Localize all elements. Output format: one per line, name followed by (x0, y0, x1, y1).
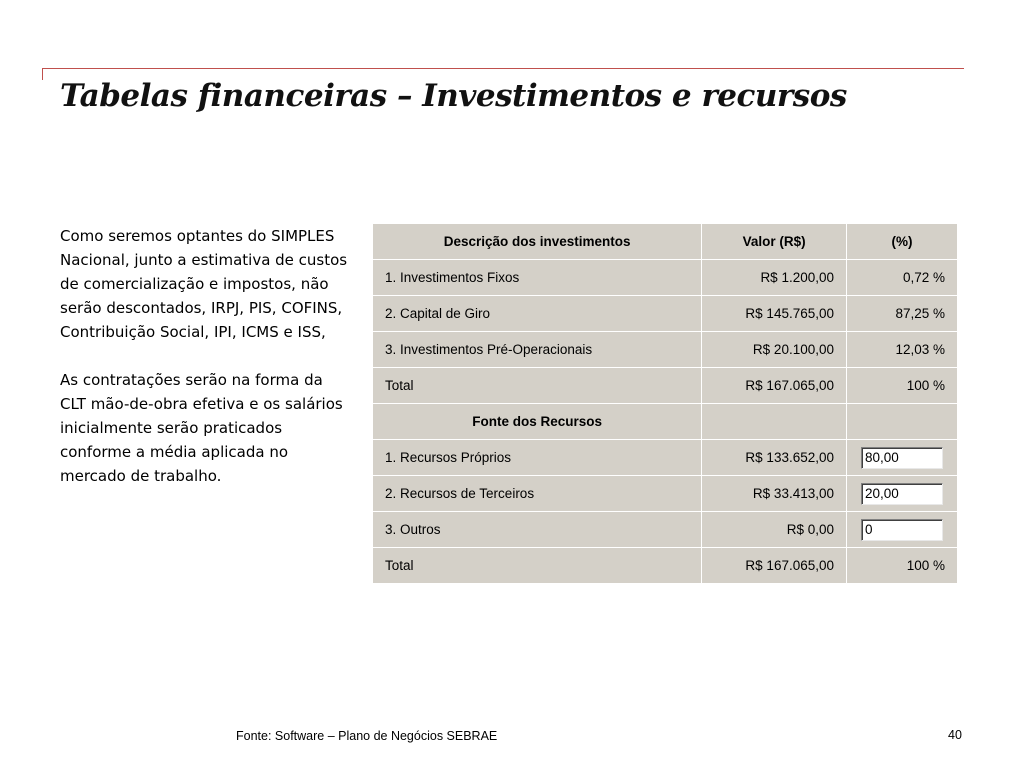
table-row (373, 332, 958, 368)
investments-total-row (373, 368, 958, 404)
sources-header-row (373, 404, 958, 440)
row-value: R$ 1.200,00 (702, 260, 847, 296)
total-value: R$ 167.065,00 (702, 548, 847, 584)
total-label: Total (373, 368, 702, 404)
total-percent: 100 % (847, 368, 958, 404)
top-rule (42, 68, 964, 69)
row-value: R$ 145.765,00 (702, 296, 847, 332)
source-percent-cell (847, 512, 958, 548)
header-percent: (%) (847, 224, 958, 260)
sources-header-percent-empty (847, 404, 958, 440)
row-percent: 0,72 % (847, 260, 958, 296)
total-label: Total (373, 548, 702, 584)
header-description: Descrição dos investimentos (373, 224, 702, 260)
source-label: 2. Recursos de Terceiros (373, 476, 702, 512)
total-percent: 100 % (847, 548, 958, 584)
table-row (373, 260, 958, 296)
row-label: 1. Investimentos Fixos (373, 260, 702, 296)
recursos-proprios-percent-input[interactable] (861, 447, 943, 469)
row-value: R$ 20.100,00 (702, 332, 847, 368)
header-value: Valor (R$) (702, 224, 847, 260)
paragraph-simples: Como seremos optantes do SIMPLES Nacional, junto a estimativa de custos de comercialização e impostos, não serão descontados, IRPJ, PIS, COFINS, Contribuição Social, IPI, ICMS e ISS, (60, 227, 348, 341)
source-percent-cell (847, 476, 958, 512)
body-text (60, 224, 350, 512)
row-label: 3. Investimentos Pré-Operacionais (373, 332, 702, 368)
source-value: R$ 133.652,00 (702, 440, 847, 476)
financial-table (372, 223, 958, 584)
source-footnote: Fonte: Software – Plano de Negócios SEBRAE (236, 729, 498, 743)
recursos-terceiros-percent-input[interactable] (861, 483, 943, 505)
sources-header-description: Fonte dos Recursos (373, 404, 702, 440)
table-row (373, 476, 958, 512)
row-label: 2. Capital de Giro (373, 296, 702, 332)
slide-title: Tabelas financeiras – Investimentos e recursos (60, 78, 847, 114)
table-row (373, 296, 958, 332)
source-value: R$ 33.413,00 (702, 476, 847, 512)
table-row (373, 512, 958, 548)
row-percent: 12,03 % (847, 332, 958, 368)
sources-total-row (373, 548, 958, 584)
sources-header-value-empty (702, 404, 847, 440)
row-percent: 87,25 % (847, 296, 958, 332)
source-label: 3. Outros (373, 512, 702, 548)
investments-header-row (373, 224, 958, 260)
table-row (373, 440, 958, 476)
page-number: 40 (948, 728, 962, 742)
total-value: R$ 167.065,00 (702, 368, 847, 404)
outros-percent-input[interactable] (861, 519, 943, 541)
source-label: 1. Recursos Próprios (373, 440, 702, 476)
source-value: R$ 0,00 (702, 512, 847, 548)
source-percent-cell (847, 440, 958, 476)
top-rule-tick (42, 68, 43, 80)
paragraph-clt: As contratações serão na forma da CLT mão-de-obra efetiva e os salários inicialmente serão praticados conforme a média aplicada no mercado de trabalho. (60, 371, 343, 485)
